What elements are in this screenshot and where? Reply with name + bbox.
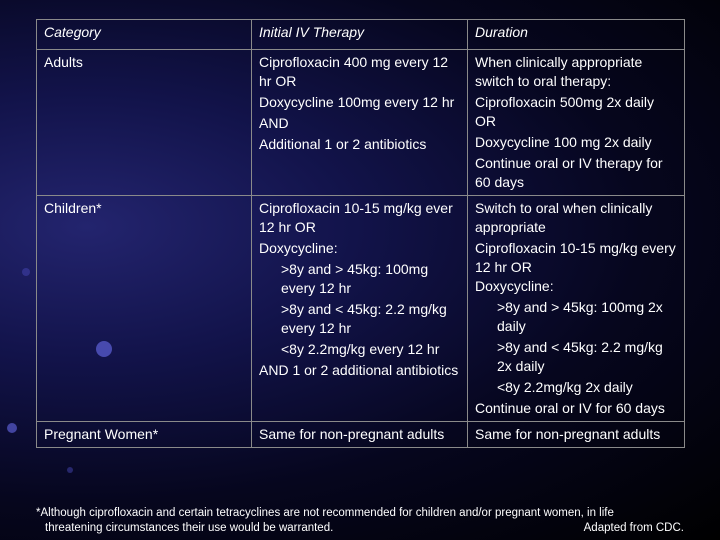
therapy-line: Doxycycline: <box>259 240 338 256</box>
footnote-line-2 <box>36 521 684 536</box>
duration-line: When clinically appropriate switch to oral therapy: <box>475 54 643 89</box>
therapy-line: Ciprofloxacin 400 mg every 12 hr OR <box>259 54 449 89</box>
footnote-text: threatening circumstances their use would be warranted. <box>45 522 334 534</box>
duration-line: Same for non-pregnant adults <box>475 426 661 442</box>
therapy-line: Additional 1 or 2 antibiotics <box>259 136 427 152</box>
bubble-decoration <box>7 423 17 433</box>
duration-line: <8y 2.2mg/kg 2x daily <box>497 379 633 395</box>
duration-line: Ciprofloxacin 500mg 2x daily OR <box>475 94 654 129</box>
therapy-cell <box>252 50 468 196</box>
therapy-line: Ciprofloxacin 10-15 mg/kg ever 12 hr OR <box>259 200 453 235</box>
duration-line: Continue oral or IV for 60 days <box>475 400 665 416</box>
duration-line: Switch to oral when clinically appropriate <box>475 200 653 235</box>
therapy-line: >8y and > 45kg: 100mg every 12 hr <box>281 261 429 296</box>
bubble-decoration <box>22 268 30 276</box>
therapy-line: AND 1 or 2 additional antibiotics <box>259 362 459 378</box>
therapy-line: <8y 2.2mg/kg every 12 hr <box>281 341 440 357</box>
category-cell: Adults <box>37 50 252 196</box>
header-category: Category <box>37 20 252 50</box>
category-cell: Children* <box>37 196 252 422</box>
table-row-children <box>37 196 685 422</box>
duration-line: Doxycycline: <box>475 278 554 294</box>
table-header-row <box>37 20 685 50</box>
bubble-decoration <box>67 467 73 473</box>
footnote-source: Adapted from CDC. <box>583 522 684 534</box>
duration-cell <box>468 50 685 196</box>
table-row-pregnant-women <box>37 422 685 448</box>
duration-line: Continue oral or IV therapy for 60 days <box>475 155 663 190</box>
therapy-cell <box>252 422 468 448</box>
duration-line: >8y and < 45kg: 2.2 mg/kg 2x daily <box>497 339 663 374</box>
footnote-line-1: *Although ciprofloxacin and certain tetracyclines are not recommended for children and/or pregnant women, in life <box>36 507 614 519</box>
header-duration: Duration <box>468 20 685 50</box>
anthrax-treatment-table <box>36 19 685 448</box>
duration-cell <box>468 196 685 422</box>
therapy-line: AND <box>259 115 289 131</box>
duration-line: Doxycycline 100 mg 2x daily <box>475 134 652 150</box>
duration-cell <box>468 422 685 448</box>
footnote <box>36 506 684 536</box>
duration-line: >8y and > 45kg: 100mg 2x daily <box>497 299 663 334</box>
duration-line: Ciprofloxacin 10-15 mg/kg every 12 hr OR <box>475 240 676 275</box>
therapy-line: Same for non-pregnant adults <box>259 426 445 442</box>
table-row-adults <box>37 50 685 196</box>
header-initial-iv-therapy: Initial IV Therapy <box>252 20 468 50</box>
therapy-line: >8y and < 45kg: 2.2 mg/kg every 12 hr <box>281 301 447 336</box>
therapy-line: Doxycycline 100mg every 12 hr <box>259 94 455 110</box>
therapy-cell <box>252 196 468 422</box>
category-cell: Pregnant Women* <box>37 422 252 448</box>
